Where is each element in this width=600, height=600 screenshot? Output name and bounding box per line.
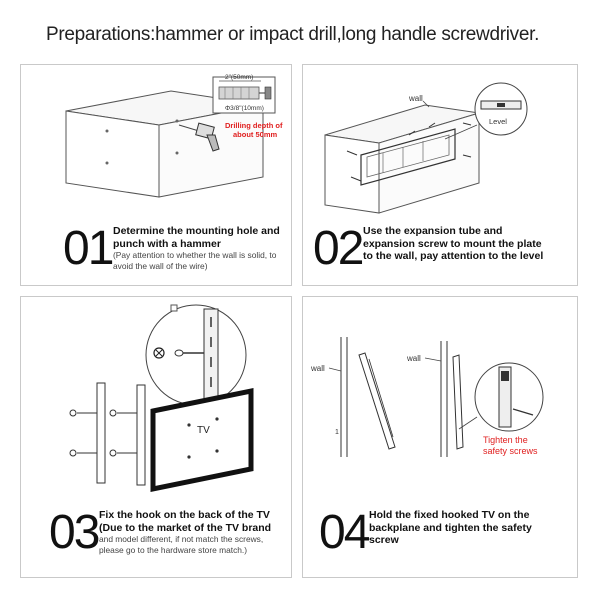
step-number: 04 bbox=[319, 506, 369, 559]
wall-label: wall bbox=[409, 94, 423, 103]
step-4-main-line-2: backplane and tighten the safety bbox=[369, 521, 532, 534]
step-number: 03 bbox=[49, 506, 99, 559]
level-label: Level bbox=[489, 117, 507, 126]
step-2-main-line-1: Use the expansion tube and bbox=[363, 225, 503, 237]
safety-screw-inset bbox=[459, 363, 543, 431]
step-number: 01 bbox=[63, 222, 113, 275]
tighten-note-1: Tighten the bbox=[483, 435, 528, 445]
step-2-panel bbox=[302, 64, 578, 286]
tighten-note-2: safety screws bbox=[483, 446, 538, 456]
step-4-main-line-1: Hold the fixed hooked TV on the bbox=[369, 509, 530, 521]
tv-label: TV bbox=[197, 425, 210, 436]
hook-brackets bbox=[70, 383, 145, 485]
step-1-main-line-2: punch with a hammer bbox=[113, 237, 221, 250]
tv-back bbox=[153, 391, 251, 489]
step-1-main-line-1: Determine the mounting hole and bbox=[113, 225, 280, 237]
wall-label-a: wall bbox=[311, 364, 325, 373]
step-3-panel bbox=[20, 296, 292, 578]
wall-label-b: wall bbox=[407, 354, 421, 363]
step-3-note-line-1: and model different, if not match the screws, bbox=[99, 534, 264, 544]
step-1-note-line-1: (Pay attention to whether the wall is solid, to bbox=[113, 250, 277, 260]
motion-arrow-label: 1 bbox=[335, 429, 339, 436]
step-4-panel bbox=[302, 296, 578, 578]
step-3-main-line-2: (Due to the market of the TV brand bbox=[99, 521, 272, 534]
step-3-note-line-2: please go to the hardware store match.) bbox=[99, 545, 248, 555]
step-number: 02 bbox=[313, 222, 363, 275]
wall-block-2 bbox=[325, 105, 479, 213]
drill-depth-note-2: about 50mm bbox=[233, 130, 278, 139]
tv-side-hanging bbox=[341, 337, 395, 457]
step-2-main-line-2: expansion screw to mount the plate bbox=[363, 237, 542, 250]
hook-detail-inset bbox=[146, 305, 246, 405]
step-4-main-line-3: screw bbox=[369, 534, 399, 546]
tv-side-mounted bbox=[441, 341, 463, 457]
step-1-note-line-2: avoid the wall of the wire) bbox=[113, 261, 208, 271]
step-1-panel bbox=[20, 64, 292, 286]
step-3-main-line-1: Fix the hook on the back of the TV bbox=[99, 509, 270, 521]
drill-depth-note: Drilling depth of bbox=[225, 121, 283, 130]
dim-side-label: Φ3/8"(10mm) bbox=[225, 105, 264, 112]
step-2-main-line-3: to the wall, pay attention to the level bbox=[363, 250, 544, 262]
dim-top-label: 2"(50mm) bbox=[225, 74, 254, 81]
page-title: Preparations:hammer or impact drill,long handle screwdriver. bbox=[46, 24, 540, 45]
